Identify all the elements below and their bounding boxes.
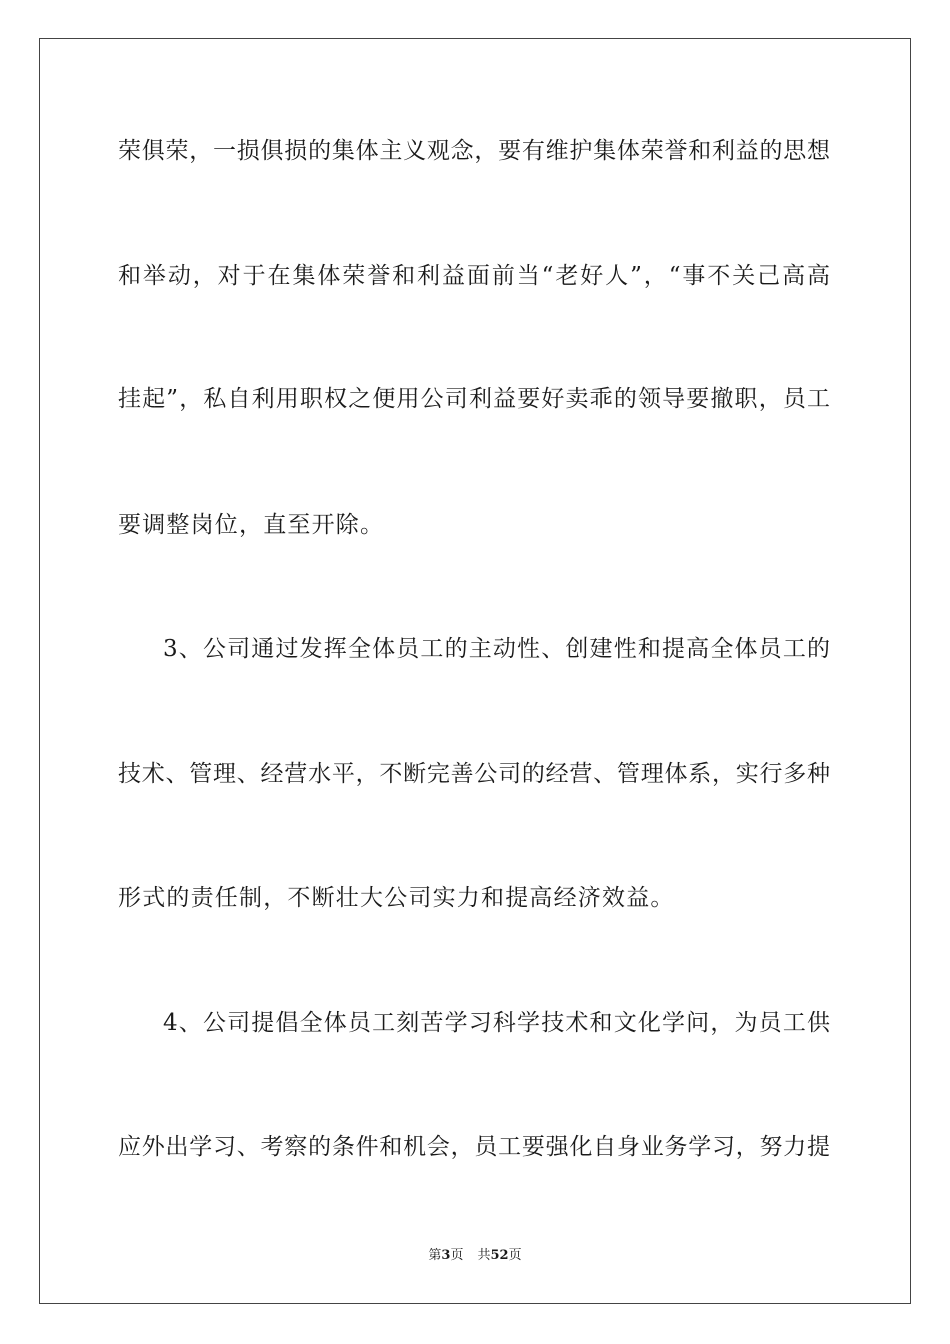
body-line-1: 荣俱荣，一损俱损的集体主义观念，要有维护集体荣誉和利益的思想 — [118, 138, 830, 164]
paragraph-3-line-2: 技术、管理、经营水平，不断完善公司的经营、管理体系，实行多种 — [118, 761, 830, 787]
total-suffix: 页 — [508, 1248, 522, 1263]
total-prefix: 共 — [477, 1248, 491, 1263]
page-suffix: 页 — [450, 1248, 464, 1263]
body-line-3: 挂起”，私自利用职权之便用公司利益要好卖乖的领导要撤职，员工 — [118, 386, 830, 412]
page-number: 3 — [441, 1248, 451, 1263]
body-line-4: 要调整岗位，直至开除。 — [118, 512, 385, 538]
total-pages: 52 — [490, 1248, 509, 1263]
paragraph-4-line-2: 应外出学习、考察的条件和机会，员工要强化自身业务学习，努力提 — [118, 1134, 830, 1160]
paragraph-4-line-1: 4、公司提倡全体员工刻苦学习科学技术和文化学问，为员工供 — [163, 1010, 830, 1036]
body-line-2: 和举动，对于在集体荣誉和利益面前当“老好人”，“事不关己高高 — [118, 263, 830, 289]
page-footer — [0, 1247, 950, 1265]
page-prefix: 第 — [428, 1248, 442, 1263]
paragraph-3-line-1: 3、公司通过发挥全体员工的主动性、创建性和提高全体员工的 — [163, 636, 830, 662]
page-border — [39, 38, 911, 1304]
paragraph-3-line-3: 形式的责任制，不断壮大公司实力和提高经济效益。 — [118, 885, 675, 911]
